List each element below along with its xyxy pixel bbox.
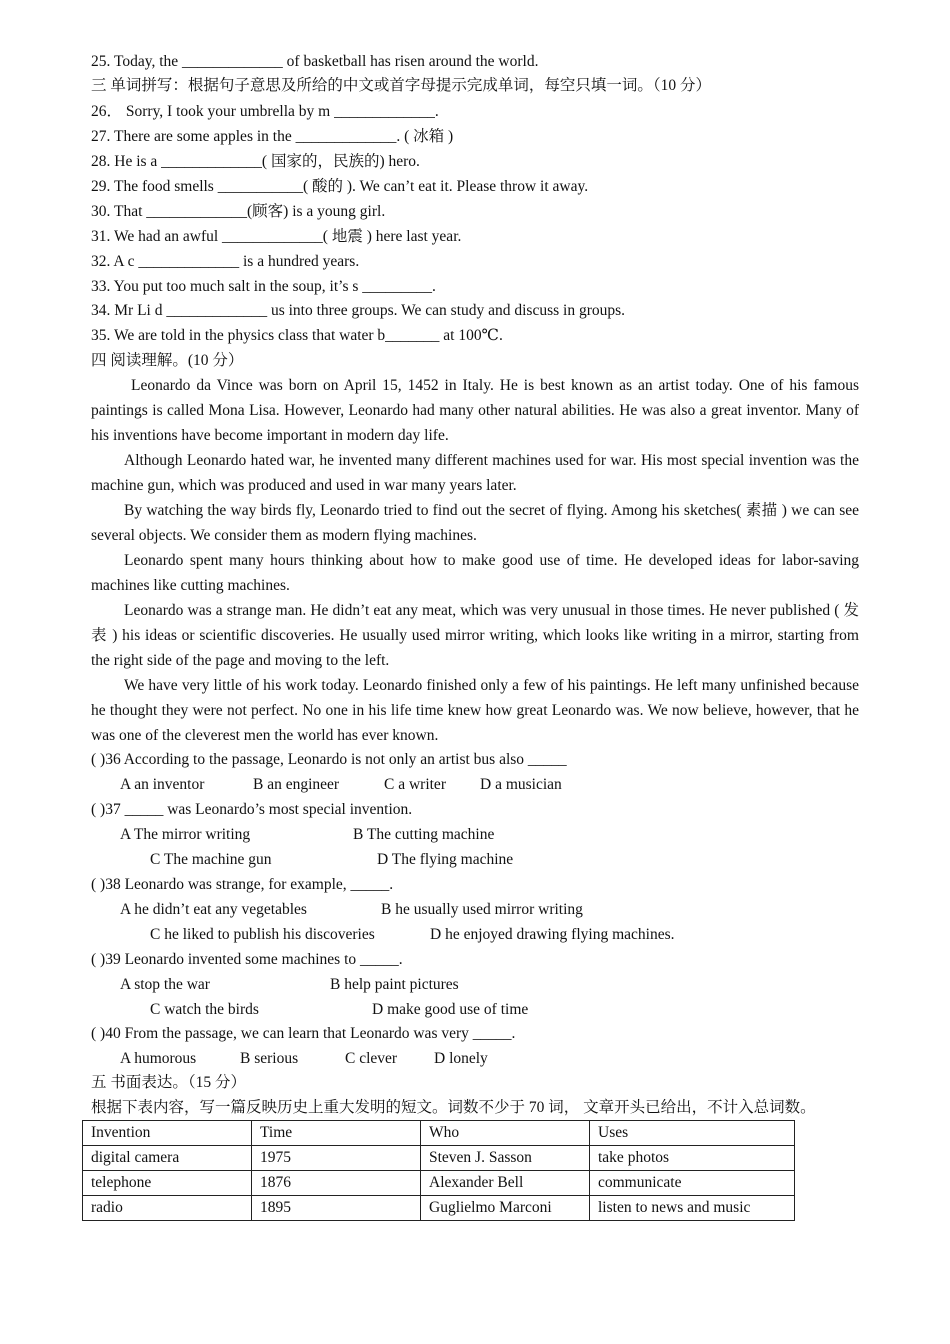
section-4-title: 四 阅读理解。(10 分）	[91, 352, 244, 369]
question-37-option-d: D The flying machine	[377, 851, 514, 868]
section-3-title: 三 单词拼写：根据句子意思及所给的中文或首字母提示完成单词，每空只填一词。（10 分）	[91, 77, 712, 94]
passage-paragraph: We have very little of his work today. Leonardo finished only a few of his paintings. He left many unfinished because he thought they were not perfect. No one in his life time knew how great Leonardo was. We now believe, however, that he was one of the cleverest men the world has ever known.	[91, 677, 859, 744]
table-header-cell: Uses	[590, 1121, 795, 1146]
question-40-option-b: B serious	[240, 1050, 299, 1067]
question-38-option-c: C he liked to publish his discoveries	[150, 926, 375, 943]
passage-paragraph: By watching the way birds fly, Leonardo tried to find out the secret of flying. Among his sketches( 素描 ) we can see several objects. We consider them as modern flying machines.	[91, 502, 859, 544]
question-36-option-a: A an inventor	[120, 776, 205, 793]
question-39-option-b: B help paint pictures	[330, 976, 459, 993]
question-39-option-d: D make good use of time	[372, 1001, 529, 1018]
question-40-option-a: A humorous	[120, 1050, 197, 1067]
question-38-option-d: D he enjoyed drawing flying machines.	[430, 926, 675, 943]
table-cell: communicate	[590, 1171, 795, 1196]
reading-passage	[91, 373, 859, 748]
question-28: 28. He is a _____________( 国家的，民族的) hero.	[91, 153, 420, 170]
table-cell: take photos	[590, 1146, 795, 1171]
inventions-table	[82, 1120, 795, 1221]
passage-paragraph: Although Leonardo hated war, he invented many different machines used for war. His most special invention was the machine gun, which was produced and used in war many years later.	[91, 452, 859, 494]
question-40-option-d: D lonely	[434, 1050, 488, 1067]
question-35: 35. We are told in the physics class that water b_______ at 100℃.	[91, 327, 503, 344]
question-36-option-d: D a musician	[480, 776, 562, 793]
question-40-option-c: C clever	[345, 1050, 398, 1067]
table-row	[83, 1146, 795, 1171]
table-header-cell: Who	[421, 1121, 590, 1146]
question-26: 26． Sorry, I took your umbrella by m _____________.	[91, 103, 439, 120]
table-cell: 1975	[252, 1146, 421, 1171]
question-27: 27. There are some apples in the _____________. ( 冰箱 )	[91, 128, 454, 145]
table-header-cell: Invention	[83, 1121, 252, 1146]
question-37-option-c: C The machine gun	[150, 851, 272, 868]
question-39-option-c: C watch the birds	[150, 1001, 259, 1018]
question-36-option-b: B an engineer	[253, 776, 340, 793]
table-cell: Guglielmo Marconi	[421, 1196, 590, 1221]
table-row	[83, 1196, 795, 1221]
question-40-stem: ( )40 From the passage, we can learn that Leonardo was very _____.	[91, 1025, 516, 1042]
passage-paragraph: Leonardo was a strange man. He didn’t eat any meat, which was very unusual in those times. He never published ( 发表 ) his ideas or scientific discoveries. He usually used mirror writing, which looks like writing in a mirror, starting from the right side of the page and moving to the left.	[91, 602, 859, 669]
table-cell: 1876	[252, 1171, 421, 1196]
question-29: 29. The food smells ___________( 酸的 ). We can’t eat it. Please throw it away.	[91, 178, 589, 195]
question-25: 25. Today, the _____________ of basketball has risen around the world.	[91, 53, 539, 70]
table-cell: 1895	[252, 1196, 421, 1221]
table-cell: Alexander Bell	[421, 1171, 590, 1196]
question-33: 33. You put too much salt in the soup, it’s s _________.	[91, 278, 436, 295]
question-34: 34. Mr Li d _____________ us into three groups. We can study and discuss in groups.	[91, 302, 626, 319]
table-cell: listen to news and music	[590, 1196, 795, 1221]
writing-instruction: 根据下表内容，写一篇反映历史上重大发明的短文。词数不少于 70 词， 文章开头已给出，不计入总词数。	[91, 1099, 816, 1116]
question-37-stem: ( )37 _____ was Leonardo’s most special invention.	[91, 801, 413, 818]
table-header-cell: Time	[252, 1121, 421, 1146]
question-38-stem: ( )38 Leonardo was strange, for example, _____.	[91, 876, 394, 893]
table-cell: radio	[83, 1196, 252, 1221]
question-32: 32. A c _____________ is a hundred years.	[91, 253, 360, 270]
table-header-row	[83, 1121, 795, 1146]
table-row	[83, 1171, 795, 1196]
table-cell: Steven J. Sasson	[421, 1146, 590, 1171]
question-37-option-b: B The cutting machine	[353, 826, 495, 843]
passage-paragraph: Leonardo da Vince was born on April 15, 1452 in Italy. He is best known as an artist today. One of his famous paintings is called Mona Lisa. However, Leonardo had many other natural abilities. He was also a great inventor. Many of his inventions have become important in modern day life.	[91, 377, 859, 444]
question-31: 31. We had an awful _____________( 地震 ) here last year.	[91, 228, 462, 245]
question-38-option-b: B he usually used mirror writing	[381, 901, 583, 918]
question-36-stem: ( )36 According to the passage, Leonardo is not only an artist bus also _____	[91, 751, 567, 768]
question-30: 30. That _____________(顾客) is a young girl.	[91, 203, 386, 220]
table-cell: telephone	[83, 1171, 252, 1196]
table-cell: digital camera	[83, 1146, 252, 1171]
passage-paragraph: Leonardo spent many hours thinking about how to make good use of time. He developed ideas for labor-saving machines like cutting machines.	[91, 552, 859, 594]
question-37-option-a: A The mirror writing	[120, 826, 251, 843]
question-38-option-a: A he didn’t eat any vegetables	[120, 901, 307, 918]
question-39-stem: ( )39 Leonardo invented some machines to _____.	[91, 951, 403, 968]
question-36-option-c: C a writer	[384, 776, 446, 793]
question-39-option-a: A stop the war	[120, 976, 210, 993]
section-5-title: 五 书面表达。（15 分）	[91, 1074, 247, 1091]
